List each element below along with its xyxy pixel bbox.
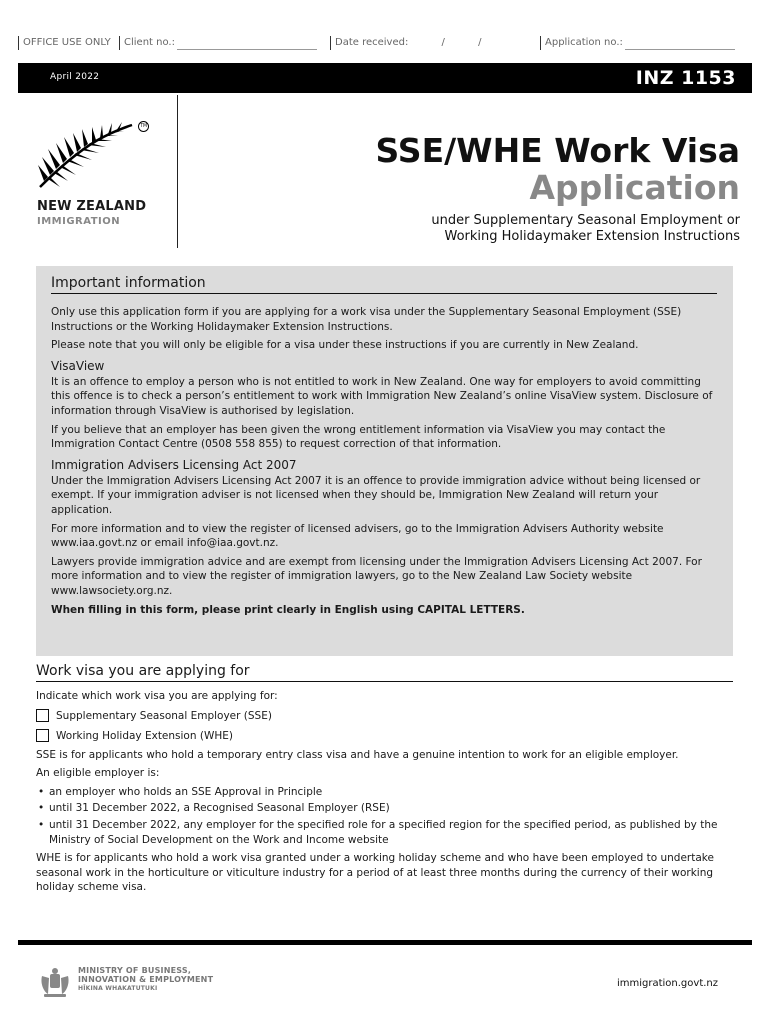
sse-description: SSE is for applicants who hold a temporary entry class visa and have a genuine intention to work for an eligible employer. bbox=[36, 748, 679, 761]
logo-line-1: NEW ZEALAND bbox=[37, 199, 147, 214]
header-banner bbox=[18, 63, 752, 93]
work-visa-section bbox=[36, 663, 733, 899]
bullet: • bbox=[38, 802, 45, 815]
bullet: • bbox=[38, 785, 45, 798]
sse-checkbox[interactable] bbox=[36, 709, 49, 722]
work-visa-instruction: Indicate which work visa you are applying for: bbox=[36, 690, 278, 702]
important-p6: For more information and to view the register of licensed advisers, go to the Immigration Advisers Authority website www.iaa.govt.nz or email info@iaa.govt.nz. bbox=[51, 522, 664, 550]
form-title bbox=[376, 132, 740, 206]
important-p2: Please note that you will only be eligible for a visa under these instructions if you are currently in New Zealand. bbox=[51, 339, 639, 352]
option-sse[interactable] bbox=[36, 708, 733, 724]
form-subtitle bbox=[431, 213, 740, 245]
mbie-line-1: MINISTRY OF BUSINESS, bbox=[78, 966, 192, 975]
title-line-2: Application bbox=[529, 168, 740, 207]
important-p4: If you believe that an employer has been given the wrong entitlement information via VisaView you may contact the Immigration Contact Centre (0508 558 855) to request correction of that information. bbox=[51, 423, 666, 451]
eligible-employer-list bbox=[36, 785, 733, 847]
list-item: • until 31 December 2022, any employer for the specified role for a specified region for the specified period, as published by the Ministry of Social Development on the Work and Income website bbox=[38, 818, 718, 846]
form-code: INZ 1153 bbox=[635, 67, 736, 89]
logo-line-2: IMMIGRATION bbox=[37, 216, 121, 227]
important-information-box bbox=[36, 266, 733, 656]
capital-letters-note: When filling in this form, please print clearly in English using CAPITAL LETTERS. bbox=[51, 603, 525, 616]
whe-description: WHE is for applicants who hold a work visa granted under a working holiday scheme and who have been employed to undertake seasonal work in the horticulture or viticulture industry for a period of at least three months during the currency of their working holiday scheme visa. bbox=[36, 852, 714, 894]
mbie-logo bbox=[38, 966, 213, 1000]
important-p3: It is an offence to employ a person who is not entitled to work in New Zealand. One way for employers to avoid committing this offence is to check a person’s entitlement to work with Immigration New Zealand’s online VisaView system. Disclosure of information through VisaView is authorised by legislation. bbox=[51, 375, 713, 417]
trademark-icon: TM bbox=[138, 121, 149, 132]
important-p1: Only use this application form if you are applying for a work visa under the Supplementary Seasonal Employment (SSE) Instructions or the Working Holidaymaker Extension Instructions. bbox=[51, 306, 682, 333]
footer-divider bbox=[18, 940, 752, 945]
iaa-heading: Immigration Advisers Licensing Act 2007 bbox=[51, 457, 297, 472]
nz-coat-of-arms-icon bbox=[38, 966, 72, 1000]
eligible-intro: An eligible employer is: bbox=[36, 767, 160, 780]
mbie-line-3: HĪKINA WHAKATUTUKI bbox=[78, 985, 158, 992]
visaview-heading: VisaView bbox=[51, 358, 105, 373]
mbie-text bbox=[78, 966, 213, 993]
office-use-bar bbox=[18, 36, 752, 50]
work-visa-heading: Work visa you are applying for bbox=[36, 663, 733, 682]
office-use-label: OFFICE USE ONLY bbox=[18, 36, 111, 50]
whe-checkbox[interactable] bbox=[36, 729, 49, 742]
form-date: April 2022 bbox=[50, 72, 100, 82]
application-no-field[interactable]: Application no.: bbox=[540, 36, 735, 50]
title-line-1: SSE/WHE Work Visa bbox=[375, 131, 740, 170]
important-heading: Important information bbox=[51, 275, 717, 294]
important-p5: Under the Immigration Advisers Licensing Act 2007 it is an offence to provide immigration advice without being licensed or exempt. If your immigration adviser is not licensed when they should be, Immigration New Zealand will return your application. bbox=[51, 474, 701, 516]
list-item: • until 31 December 2022, a Recognised Seasonal Employer (RSE) bbox=[38, 802, 390, 815]
bullet: • bbox=[38, 818, 45, 831]
date-received-field[interactable]: Date received: / / bbox=[330, 36, 481, 50]
whe-label: Working Holiday Extension (WHE) bbox=[56, 729, 233, 742]
important-p7: Lawyers provide immigration advice and are exempt from licensing under the Immigration Advisers Licensing Act 2007. For more information and to view the register of immigration lawyers, go to the New Zealand Law Society website www.lawsociety.org.nz. bbox=[51, 555, 702, 597]
silver-fern-icon bbox=[36, 119, 136, 191]
client-no-field[interactable]: Client no.: bbox=[119, 36, 317, 50]
list-item: • an employer who holds an SSE Approval in Principle bbox=[38, 785, 323, 798]
nz-immigration-logo bbox=[18, 95, 178, 248]
subtitle-line-1: under Supplementary Seasonal Employment or bbox=[431, 213, 740, 228]
mbie-line-2: INNOVATION & EMPLOYMENT bbox=[78, 975, 214, 984]
website-link[interactable]: immigration.govt.nz bbox=[616, 978, 718, 989]
option-whe[interactable] bbox=[36, 728, 733, 744]
subtitle-line-2: Working Holidaymaker Extension Instructions bbox=[444, 229, 740, 244]
sse-label: Supplementary Seasonal Employer (SSE) bbox=[56, 709, 272, 722]
